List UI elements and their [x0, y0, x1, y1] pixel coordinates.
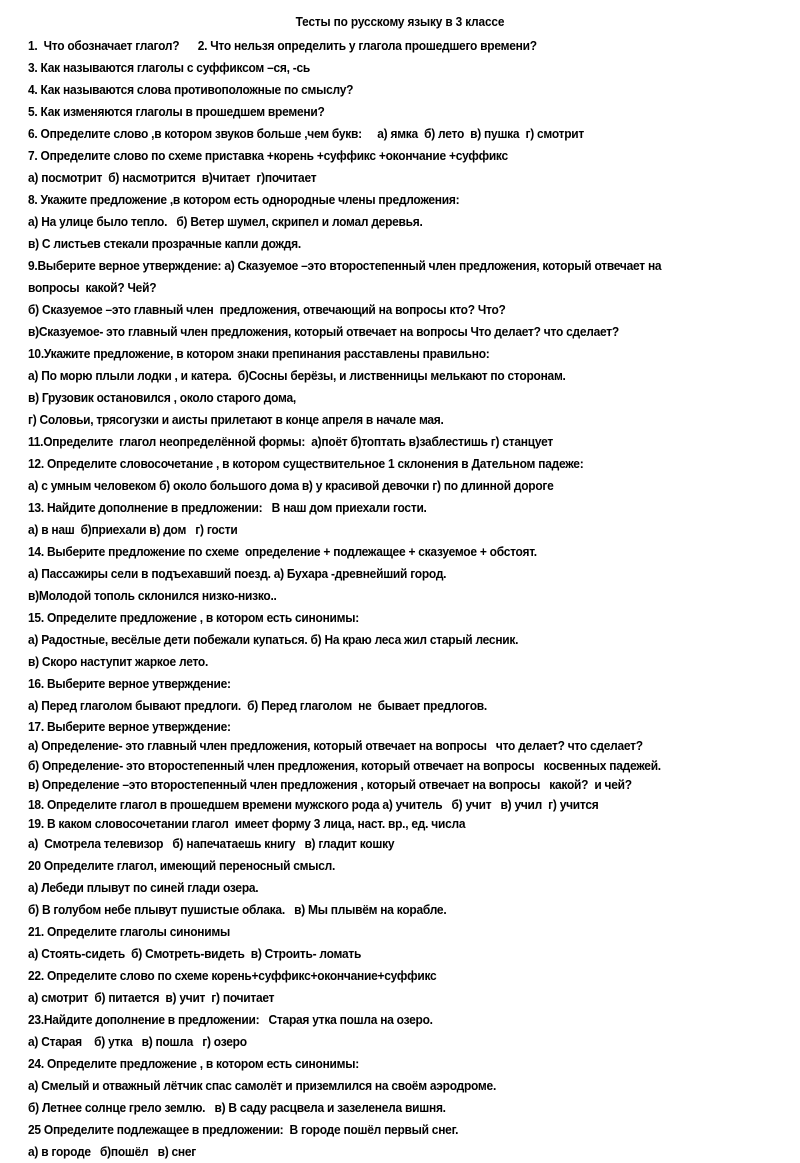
document-line: а) По морю плыли лодки , и катера. б)Сосны берёзы, и лиственницы мелькают по сторонам. [28, 368, 566, 383]
document-line: а) смотрит б) питается в) учит г) почитает [28, 990, 275, 1006]
document-line: в)Сказуемое- это главный член предложения, который отвечает на вопросы Что делает? что сделает? [28, 324, 619, 339]
document-line: 12. Определите словосочетание , в котором существительное 1 склонения в Дательном падеже: [28, 456, 584, 471]
document-line: 16. Выберите верное утверждение: [28, 676, 231, 691]
document-line: 4. Как называются слова противоположные по смыслу? [28, 82, 354, 97]
document-line: г) Соловьи, трясогузки и аисты прилетают в конце апреля в начале мая. [28, 412, 444, 427]
document-line: 15. Определите предложение , в котором есть синонимы: [28, 610, 359, 625]
document-line: 9.Выберите верное утверждение: а) Сказуемое –это второстепенный член предложения, который отвечает на [28, 258, 662, 273]
document-line: 7. Определите слово по схеме приставка +корень +суффикс +окончание +суффикс [28, 148, 508, 163]
document-line: вопросы какой? Чей? [28, 280, 157, 295]
document-line: а) Перед глаголом бывают предлоги. б) Перед глаголом не бывает предлогов. [28, 698, 487, 713]
document-line: в) Грузовик остановился , около старого дома, [28, 390, 296, 405]
document-line: 11.Определите глагол неопределённой формы: а)поёт б)топтать в)заблестишь г) станцует [28, 434, 553, 449]
document-line: 21. Определите глаголы синонимы [28, 924, 230, 940]
document-line: 10.Укажите предложение, в котором знаки препинания расставлены правильно: [28, 346, 490, 361]
document-line: 8. Укажите предложение ,в котором есть однородные члены предложения: [28, 192, 460, 207]
document-line: б) Летнее солнце грело землю. в) В саду расцвела и зазеленела вишня. [28, 1100, 446, 1116]
document-line: а) Пассажиры сели в подъехавший поезд. а) Бухара -древнейший город. [28, 566, 447, 581]
document-line: 23.Найдите дополнение в предложении: Старая утка пошла на озеро. [28, 1012, 433, 1028]
document-line: б) Определение- это второстепенный член предложения, который отвечает на вопросы косвенных падежей. [28, 757, 661, 773]
document-line: а) Смотрела телевизор б) напечатаешь книгу в) гладит кошку [28, 836, 395, 852]
document-line: 22. Определите слово по схеме корень+суффикс+окончание+суффикс [28, 968, 437, 984]
document-line: в) Скоро наступит жаркое лето. [28, 654, 209, 669]
document-line: 19. В каком словосочетании глагол имеет форму 3 лица, наст. вр., ед. числа [28, 815, 466, 831]
document-line: а) На улице было тепло. б) Ветер шумел, скрипел и ломал деревья. [28, 214, 423, 229]
document-line: 6. Определите слово ,в котором звуков больше ,чем букв: а) ямка б) лето в) пушка г) смотрит [28, 126, 585, 141]
document-line: а) Определение- это главный член предложения, который отвечает на вопросы что делает? что сделает? [28, 738, 643, 754]
document-line: 5. Как изменяются глаголы в прошедшем времени? [28, 104, 325, 119]
document-line: а) Смелый и отважный лётчик спас самолёт и приземлился на своём аэродроме. [28, 1078, 497, 1094]
document-line: б) В голубом небе плывут пушистые облака. в) Мы плывём на корабле. [28, 902, 447, 918]
document-line: б) Сказуемое –это главный член предложения, отвечающий на вопросы кто? Что? [28, 302, 506, 317]
document-line: а) в наш б)приехали в) дом г) гости [28, 522, 238, 537]
document-line: а) Стоять-сидеть б) Смотреть-видеть в) Строить- ломать [28, 946, 362, 962]
document-line: а) Старая б) утка в) пошла г) озеро [28, 1034, 247, 1050]
page-title: Тесты по русскому языку в 3 классе [295, 15, 505, 29]
document-line: 24. Определите предложение , в котором есть синонимы: [28, 1056, 359, 1072]
document-line: а) Радостные, весёлые дети побежали купаться. б) На краю леса жил старый лесник. [28, 632, 519, 647]
document-line: в) Определение –это второстепенный член предложения , который отвечает на вопросы какой? и чей? [28, 777, 632, 793]
document-line: 17. Выберите верное утверждение: [28, 719, 231, 734]
document-line: а) в городе б)пошёл в) снег [28, 1144, 197, 1160]
document-line: а) Лебеди плывут по синей глади озера. [28, 880, 259, 896]
document-line: а) с умным человеком б) около большого дома в) у красивой девочки г) по длинной дороге [28, 478, 554, 493]
document-line: 20 Определите глагол, имеющий переносный смысл. [28, 858, 336, 874]
document-line: 14. Выберите предложение по схеме определение + подлежащее + сказуемое + обстоят. [28, 544, 537, 559]
test-questions-body [0, 31, 800, 1163]
document-line: в)Молодой тополь склонился низко-низко.. [28, 588, 277, 603]
document-line: 18. Определите глагол в прошедшем времени мужского рода а) учитель б) учит в) учил г) учится [28, 796, 599, 812]
document-line: в) С листьев стекали прозрачные капли дождя. [28, 236, 301, 251]
document-line: а) посмотрит б) насмотрится в)читает г)почитает [28, 170, 317, 185]
document-line: 13. Найдите дополнение в предложении: В наш дом приехали гости. [28, 500, 427, 515]
document-line: 3. Как называются глаголы с суффиксом –ся, -сь [28, 60, 311, 75]
document-line: 25 Определите подлежащее в предложении: В городе пошёл первый снег. [28, 1122, 459, 1138]
document-line: 1. Что обозначает глагол? 2. Что нельзя определить у глагола прошедшего времени? [28, 38, 537, 53]
